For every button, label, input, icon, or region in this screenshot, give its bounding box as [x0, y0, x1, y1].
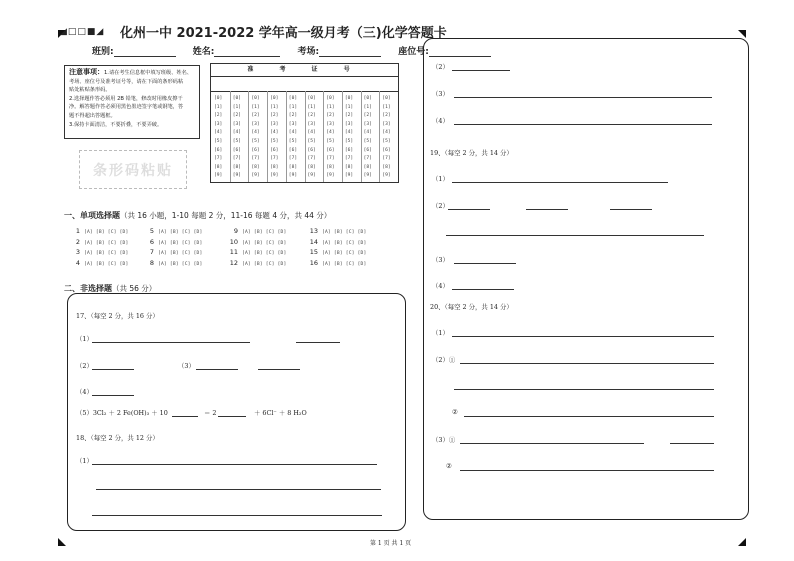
q18-p1-label: （1） [76, 457, 93, 465]
exam-id-bubble[interactable]: [7] [251, 156, 260, 162]
exam-id-column-divider [248, 91, 249, 182]
exam-id-bubble[interactable]: [9] [344, 173, 354, 179]
exam-id-bubble[interactable]: [1] [326, 104, 335, 110]
mcq-options[interactable]: [A] [B] [C] [D] [84, 240, 129, 246]
exam-id-bubble[interactable]: [8] [363, 164, 372, 170]
exam-id-bubble[interactable]: [8] [214, 164, 223, 170]
mcq-number: 2 [75, 237, 80, 246]
exam-id-bubble[interactable]: [8] [326, 164, 335, 170]
q20-p2b-label: ② [452, 408, 458, 416]
mcq-options[interactable]: [A] [B] [C] [D] [242, 262, 287, 268]
exam-id-bubble[interactable]: [7] [214, 156, 223, 162]
q17-p1-line-a[interactable] [92, 342, 250, 343]
exam-id-bubble[interactable]: [5] [270, 139, 279, 144]
exam-id-bubble[interactable]: [6] [214, 147, 223, 153]
exam-id-write-row[interactable] [211, 77, 398, 92]
exam-id-bubble[interactable]: [3] [288, 121, 298, 127]
q19-p2-line-b[interactable] [526, 209, 568, 210]
exam-id-bubble[interactable]: [1] [214, 104, 223, 110]
section1-heading [64, 210, 331, 221]
q18-p3-line[interactable] [454, 97, 712, 98]
q19-p3-label: （3） [432, 256, 449, 264]
exam-id-bubble[interactable]: [3] [307, 121, 316, 127]
mcq-number: 5 [149, 227, 154, 235]
q20-p1-label: （1） [432, 329, 449, 337]
exam-id-bubble[interactable]: [0] [363, 96, 372, 101]
exam-id-bubble[interactable]: [4] [270, 130, 279, 136]
notice-box [64, 65, 200, 139]
exam-id-column-divider [230, 91, 231, 182]
class-field[interactable] [114, 46, 176, 57]
mcq-question [70, 238, 129, 246]
exam-id-bubble[interactable]: [1] [288, 104, 298, 110]
q20-p2-line-b[interactable] [454, 389, 714, 390]
exam-id-bubble[interactable]: [0] [307, 96, 316, 101]
mcq-question [308, 238, 367, 246]
q20-p2-line-a[interactable] [460, 363, 714, 364]
page-title: 化州一中 2021-2022 学年高一级月考（三)化学答题卡 [120, 26, 447, 41]
exam-id-bubble[interactable]: [9] [382, 173, 391, 179]
q18-line-1[interactable] [92, 464, 377, 465]
q19-p4-line[interactable] [452, 289, 514, 290]
q17-p1-label: （1） [76, 335, 93, 343]
q17-p5-text-b: ＝ 2 [204, 409, 217, 417]
exam-id-bubble[interactable]: [1] [382, 104, 391, 110]
exam-id-bubble[interactable]: [4] [363, 130, 372, 136]
section2-title: 二、非选择题 [64, 284, 112, 293]
q17-head: 17、（每空 2 分，共 16 分） [76, 312, 159, 320]
notice-line: 净。解答题作答必须用黑色墨迹签字笔或钢笔，答 [69, 104, 184, 111]
exam-id-bubble[interactable]: [7] [382, 156, 391, 162]
mcq-question [308, 248, 367, 256]
q18-p4-label: （4） [432, 117, 449, 125]
exam-id-bubble[interactable]: [4] [326, 130, 335, 136]
corner-mark-br [738, 538, 746, 546]
exam-id-bubble[interactable]: [5] [251, 139, 260, 144]
mcq-options[interactable]: [A] [B] [C] [D] [322, 230, 367, 235]
mcq-question [144, 238, 203, 246]
exam-id-bubble[interactable]: [4] [288, 130, 298, 136]
exam-id-column-divider [267, 91, 268, 182]
q19-p1-label: （1） [432, 175, 449, 183]
q18-p2-line[interactable] [452, 70, 510, 71]
exam-room-label: 考场: [297, 47, 320, 57]
exam-id-bubble[interactable]: [3] [214, 121, 223, 127]
exam-id-bubble[interactable]: [2] [288, 113, 298, 119]
exam-id-bubble[interactable]: [4] [214, 130, 223, 136]
exam-id-bubble[interactable]: [7] [307, 156, 316, 162]
exam-id-column-divider [379, 91, 380, 182]
exam-id-bubble[interactable]: [8] [344, 164, 354, 170]
exam-id-bubble[interactable]: [9] [288, 173, 298, 179]
exam-id-bubble[interactable]: [8] [270, 164, 279, 170]
mcq-question [308, 227, 367, 235]
exam-id-bubble[interactable]: [5] [326, 139, 335, 144]
exam-id-bubble[interactable]: [4] [382, 130, 391, 136]
q20-p2-label: （2）① [432, 356, 456, 364]
mcq-number: 13 [309, 227, 318, 235]
exam-id-bubble[interactable]: [2] [251, 113, 260, 119]
exam-id-bubble[interactable]: [5] [344, 139, 354, 144]
q17-p4-line[interactable] [92, 395, 134, 396]
exam-id-bubble[interactable]: [5] [363, 139, 372, 144]
exam-id-column-divider [361, 91, 362, 182]
exam-id-grid [210, 63, 399, 183]
mcq-question [70, 248, 129, 256]
exam-id-bubble[interactable]: [7] [344, 156, 354, 162]
mcq-number: 9 [233, 227, 238, 235]
exam-id-bubble[interactable]: [4] [251, 130, 260, 136]
exam-id-bubble[interactable]: [4] [232, 130, 241, 136]
exam-id-column-divider [342, 91, 343, 182]
exam-id-bubble[interactable]: [1] [270, 104, 279, 110]
mcq-options[interactable]: [A] [B] [C] [D] [158, 262, 203, 268]
barcode-area: 条形码粘贴 [79, 150, 187, 189]
mcq-options[interactable]: [A] [B] [C] [D] [242, 230, 287, 235]
exam-id-bubble[interactable]: [3] [232, 121, 241, 127]
mcq-number: 4 [75, 259, 80, 268]
exam-id-bubble[interactable]: [7] [288, 156, 298, 162]
q20-p2b-line[interactable] [464, 416, 714, 417]
exam-id-bubble[interactable]: [3] [363, 121, 372, 127]
exam-id-bubble[interactable]: [0] [214, 96, 223, 101]
mcq-number: 16 [309, 259, 318, 268]
exam-id-bubble[interactable]: [6] [307, 147, 316, 153]
answer-panel-right [423, 38, 749, 520]
mcq-options[interactable]: [A] [B] [C] [D] [322, 262, 367, 268]
exam-id-bubble[interactable]: [9] [232, 173, 241, 179]
exam-id-bubble[interactable]: [0] [251, 96, 260, 101]
q17-p3-line-a[interactable] [196, 369, 238, 370]
exam-id-bubble[interactable]: [1] [307, 104, 316, 110]
exam-id-bubble[interactable]: [0] [288, 96, 298, 101]
exam-id-bubble[interactable]: [5] [232, 139, 241, 144]
q17-p3-line-b[interactable] [258, 369, 300, 370]
exam-id-bubble[interactable]: [1] [232, 104, 241, 110]
exam-room-field[interactable] [319, 46, 381, 57]
exam-id-bubble[interactable]: [1] [363, 104, 372, 110]
exam-id-bubble[interactable]: [9] [307, 173, 316, 179]
mcq-options[interactable]: [A] [B] [C] [D] [84, 251, 129, 257]
q19-p3-line[interactable] [454, 263, 516, 264]
exam-id-bubble[interactable]: [7] [232, 156, 241, 162]
q19-p2-line-a[interactable] [448, 209, 490, 210]
q20-p3b-label: ② [446, 462, 452, 470]
exam-id-bubble[interactable]: [7] [363, 156, 372, 162]
exam-id-column-divider [323, 91, 324, 182]
section1-detail: （共 16 小题，1-10 每题 2 分，11-16 每题 4 分，共 44 分） [120, 211, 332, 220]
exam-id-bubble[interactable]: [5] [382, 139, 391, 144]
exam-id-header: 准 考 证 号 [211, 64, 398, 77]
exam-id-bubble[interactable]: [3] [270, 121, 279, 127]
mcq-question [70, 259, 129, 267]
mcq-question [144, 227, 203, 235]
exam-id-bubble[interactable]: [2] [214, 113, 223, 119]
q20-p3-label: （3）① [432, 436, 456, 444]
q18-head: 18、（每空 2 分，共 12 分） [76, 434, 159, 442]
q19-p2-line-c[interactable] [610, 209, 652, 210]
exam-id-bubble[interactable]: [3] [382, 121, 391, 127]
q17-p2-line[interactable] [92, 369, 134, 370]
mcq-number: 6 [149, 237, 154, 246]
exam-id-bubble[interactable]: [6] [251, 147, 260, 153]
exam-id-bubble[interactable]: [8] [382, 164, 391, 170]
exam-id-bubble[interactable]: [9] [214, 173, 223, 179]
mcq-options[interactable]: [A] [B] [C] [D] [158, 251, 203, 257]
exam-id-bubble[interactable]: [0] [382, 96, 391, 101]
section2-detail: （共 56 分） [112, 284, 157, 293]
mcq-number: 8 [149, 259, 154, 268]
q19-p4-label: （4） [432, 282, 449, 290]
header-marks: ◢□□■◢ [60, 27, 105, 37]
exam-id-column-divider [286, 91, 287, 182]
q17-p1-line-b[interactable] [296, 342, 340, 343]
exam-id-bubble[interactable]: [6] [326, 147, 335, 153]
q19-p2-line-d[interactable] [446, 235, 704, 236]
exam-id-bubble[interactable]: [5] [214, 139, 223, 144]
q18-p3-label: （3） [432, 90, 449, 98]
exam-id-bubble[interactable]: [2] [270, 113, 279, 119]
notice-line: 题不得超出答题框。 [69, 112, 116, 119]
mcq-options[interactable]: [A] [B] [C] [D] [158, 230, 203, 235]
notice-line: 2.选择题作答必须用 2B 铅笔，修改时用橡皮擦干 [69, 95, 183, 102]
mcq-options[interactable]: [A] [B] [C] [D] [84, 262, 129, 268]
q17-p2-label: （2） [76, 362, 93, 370]
exam-id-bubble[interactable]: [9] [363, 173, 372, 179]
mcq-number: 15 [309, 248, 318, 257]
q17-p5-line-b[interactable] [218, 416, 246, 417]
mcq-question [228, 248, 287, 256]
notice-line: 贴处粘贴条形码。 [69, 87, 111, 94]
notice-line: 考场、座位号及准考证号等，请在下面的条形码粘 [69, 78, 184, 85]
mcq-question [144, 259, 203, 267]
exam-id-bubble[interactable]: [9] [326, 173, 335, 179]
exam-id-bubble[interactable]: [4] [307, 130, 316, 136]
q17-p3-label: （3） [178, 362, 195, 370]
exam-id-bubble[interactable]: [6] [382, 147, 391, 153]
q17-p5-line-a[interactable] [172, 416, 198, 417]
mcq-number: 7 [149, 248, 154, 257]
mcq-options[interactable]: [A] [B] [C] [D] [84, 230, 129, 235]
q17-p4-label: （4） [76, 388, 93, 396]
mcq-question [228, 227, 287, 235]
page-footer: 第 1 页 共 1 页 [370, 540, 412, 547]
exam-id-bubble[interactable]: [2] [326, 113, 335, 119]
exam-id-bubble[interactable]: [6] [288, 147, 298, 153]
q20-p3b-line[interactable] [460, 470, 714, 471]
q18-p2-label: （2） [432, 63, 449, 71]
exam-id-bubble[interactable]: [0] [344, 96, 354, 101]
exam-id-bubble[interactable]: [1] [344, 104, 354, 110]
exam-id-bubble[interactable]: [4] [344, 130, 354, 136]
q20-p3-line-a[interactable] [460, 443, 644, 444]
q20-p1-line[interactable] [452, 336, 714, 337]
exam-id-bubble[interactable]: [2] [363, 113, 372, 119]
seat-label: 座位号: [398, 47, 429, 57]
mcq-options[interactable]: [A] [B] [C] [D] [158, 240, 203, 246]
name-field[interactable] [214, 46, 280, 57]
q17-p5-text-c: ＋ 6Cl⁻ ＋ 8 H₂O [254, 409, 307, 417]
exam-id-bubble[interactable]: [1] [251, 104, 260, 110]
exam-id-bubble[interactable]: [6] [232, 147, 241, 153]
q20-p3-line-b[interactable] [670, 443, 714, 444]
mcq-number: 3 [75, 248, 80, 257]
exam-id-column-divider [305, 91, 306, 182]
exam-id-bubble[interactable]: [3] [251, 121, 260, 127]
exam-id-bubble[interactable]: [5] [288, 139, 298, 144]
corner-mark-bl [58, 538, 66, 546]
mcq-number: 11 [229, 248, 238, 257]
mcq-question [70, 227, 129, 235]
exam-id-bubble[interactable]: [0] [270, 96, 279, 101]
notice-line: 1.请在考生信息框中填写班级、姓名、 [104, 70, 192, 76]
q17-p5-text-a: （5）3Cl₂ ＋ 2 Fe(OH)₃ ＋ 10 [76, 409, 168, 417]
mcq-question [228, 259, 287, 267]
exam-id-bubble[interactable]: [8] [251, 164, 260, 170]
exam-id-bubble[interactable]: [0] [326, 96, 335, 101]
exam-id-bubble[interactable]: [7] [326, 156, 335, 162]
mcq-number: 14 [309, 237, 318, 246]
exam-id-bubble[interactable]: [6] [270, 147, 279, 153]
q18-line-3[interactable] [92, 515, 382, 516]
exam-id-bubble[interactable]: [5] [307, 139, 316, 144]
class-label: 班别: [92, 47, 114, 57]
q18-line-2[interactable] [96, 489, 381, 490]
mcq-question [144, 248, 203, 256]
exam-id-bubble[interactable]: [0] [232, 96, 241, 101]
mcq-number: 1 [75, 227, 80, 235]
section1-title: 一、单项选择题 [64, 211, 120, 220]
exam-id-bubble[interactable]: [6] [344, 147, 354, 153]
exam-id-bubble[interactable]: [2] [344, 113, 354, 119]
mcq-question [228, 238, 287, 246]
exam-id-bubble[interactable]: [3] [326, 121, 335, 127]
q19-head: 19、（每空 2 分，共 14 分） [430, 149, 513, 157]
notice-heading: 注意事项： [69, 68, 104, 76]
exam-id-bubble[interactable]: [8] [232, 164, 241, 170]
mcq-number: 12 [229, 259, 238, 268]
q20-head: 20、（每空 2 分，共 14 分） [430, 303, 513, 311]
q18-p4-line[interactable] [454, 124, 712, 125]
exam-id-bubble[interactable]: [7] [270, 156, 279, 162]
notice-line: 3.保持卡面清洁，不要折叠，不要弄破。 [69, 121, 163, 128]
q19-p2-label: （2） [432, 202, 449, 210]
exam-id-bubble[interactable]: [6] [363, 147, 372, 153]
name-label: 姓名: [192, 47, 215, 57]
mcq-options[interactable]: [A] [B] [C] [D] [242, 251, 287, 257]
mcq-question [308, 259, 367, 267]
q19-p1-line[interactable] [452, 182, 668, 183]
exam-id-bubble[interactable]: [3] [344, 121, 354, 127]
mcq-options[interactable]: [A] [B] [C] [D] [322, 240, 367, 246]
exam-id-bubble[interactable]: [2] [307, 113, 316, 119]
exam-id-bubble[interactable]: [9] [251, 173, 260, 179]
mcq-number: 10 [229, 237, 238, 246]
corner-mark-tr [738, 30, 746, 38]
mcq-options[interactable]: [A] [B] [C] [D] [242, 240, 287, 246]
exam-id-bubble[interactable]: [8] [307, 164, 316, 170]
exam-id-bubble[interactable]: [2] [382, 113, 391, 119]
mcq-options[interactable]: [A] [B] [C] [D] [322, 251, 367, 257]
exam-id-bubble[interactable]: [8] [288, 164, 298, 170]
exam-id-bubble[interactable]: [2] [232, 113, 241, 119]
exam-id-bubble[interactable]: [9] [270, 173, 279, 179]
